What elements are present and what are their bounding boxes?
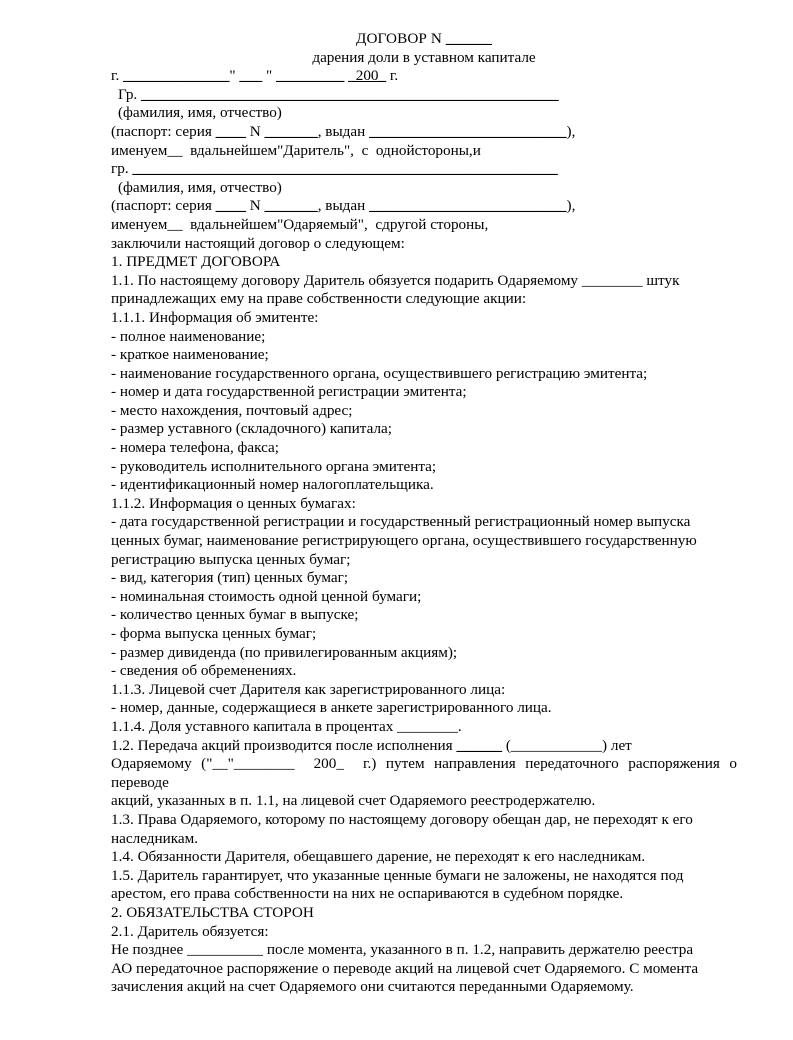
clause-2-1-line-3: зачисления акций на счет Одаряемого они считаются переданными Одаряемому. — [111, 978, 634, 996]
clause-1-1-3-heading: 1.1.3. Лицевой счет Дарителя как зарегистрированного лица: — [111, 680, 506, 698]
party2-passport-line — [111, 197, 737, 216]
place-date-line — [111, 67, 737, 86]
party1-passport-close: ), — [566, 122, 576, 140]
city-blank: ______________ — [123, 67, 230, 85]
party2-name-caption: (фамилия, имя, отчество) — [118, 178, 282, 196]
party1-name-caption: (фамилия, имя, отчество) — [118, 104, 282, 122]
year-blank: _200_ — [348, 67, 387, 85]
bullet-item: - количество ценных бумаг в выпуске; — [111, 606, 359, 624]
party1-designation: именуем__ вдальнейшем"Даритель", с однойстороны,и — [111, 141, 481, 159]
document-subtitle: дарения доли в уставном капитале — [312, 48, 536, 66]
party2-name-blank: ________________________________________________________ — [132, 160, 558, 178]
document-title — [111, 30, 737, 49]
section-2-heading: 2. ОБЯЗАТЕЛЬСТВА СТОРОН — [111, 903, 314, 921]
party1-passport-label: (паспорт: серия — [111, 122, 212, 140]
clause-1-2-blank: ______ — [456, 736, 503, 754]
bullet-item: - дата государственной регистрации и государственный регистрационный номер выпуска — [111, 513, 691, 531]
bullet-item: - место нахождения, почтовый адрес; — [111, 401, 353, 419]
party1-passport-series-blank: ____ — [215, 122, 246, 140]
party1-passport-number-blank: _______ — [264, 122, 318, 140]
party1-passport-issued-label: , выдан — [317, 122, 366, 140]
clause-2-1-line-1: Не позднее __________ после момента, указанного в п. 1.2, направить держателю реестра — [111, 941, 694, 959]
clause-2-1-heading: 2.1. Даритель обязуется: — [111, 922, 269, 940]
party1-passport-n: N — [249, 122, 261, 140]
document-title-text: ДОГОВОР N — [356, 30, 442, 47]
bullet-item: - номинальная стоимость одной ценной бумаги; — [111, 587, 422, 605]
document-body — [111, 30, 737, 997]
party1-name-line — [111, 86, 737, 105]
city-prefix: г. — [111, 67, 120, 85]
party2-citizen-prefix: гр. — [111, 160, 129, 178]
bullet-item: - руководитель исполнительного органа эмитента; — [111, 457, 437, 475]
document-title-blank: ______ — [445, 30, 492, 47]
clause-1-2-line-1 — [111, 737, 737, 756]
clause-2-1-line-2: АО передаточное распоряжение о переводе акций на лицевой счет Одаряемого. С момента — [111, 959, 699, 977]
bullet-item: - вид, категория (тип) ценных бумаг; — [111, 569, 349, 587]
clause-1-5-line-2: арестом, его права собственности на них не оспариваются в судебном порядке. — [111, 885, 624, 903]
clause-1-1: 1.1. По настоящему договору Даритель обязуется подарить Одаряемому ________ штук — [111, 271, 680, 289]
bullet-item: - номера телефона, факса; — [111, 439, 280, 457]
year-suffix: г. — [389, 67, 399, 85]
clause-1-4-line-1: 1.4. Обязанности Дарителя, обещавшего дарение, не переходят к его наследникам. — [111, 848, 646, 866]
party2-passport-number-blank: _______ — [264, 197, 318, 215]
quote-close: " — [266, 67, 273, 85]
bullet-item: - размер уставного (складочного) капитала; — [111, 420, 393, 438]
party2-designation: именуем__ вдальнейшем"Одаряемый", сдругой стороны, — [111, 215, 489, 233]
bullet-item: - краткое наименование; — [111, 346, 269, 364]
bullet-item-cont: регистрацию выпуска ценных бумаг; — [111, 550, 351, 568]
clause-1-5-line-1: 1.5. Даритель гарантирует, что указанные ценные бумаги не заложены, не находятся под — [111, 866, 684, 884]
party2-passport-issued-label: , выдан — [317, 197, 366, 215]
bullet-item: - размер дивиденда (по привилегированным акциям); — [111, 643, 458, 661]
clause-1-2-text-a: 1.2. Передача акций производится после исполнения — [111, 736, 453, 754]
section-1-heading: 1. ПРЕДМЕТ ДОГОВОРА — [111, 253, 281, 271]
party2-passport-n: N — [249, 197, 261, 215]
party2-passport-issued-blank: __________________________ — [369, 197, 567, 215]
party1-name-blank: _______________________________________________________ — [141, 85, 559, 103]
clause-1-1-1-heading: 1.1.1. Информация об эмитенте: — [111, 308, 319, 326]
clause-1-1-2-heading: 1.1.2. Информация о ценных бумагах: — [111, 494, 356, 512]
bullet-item: - сведения об обременениях. — [111, 662, 297, 680]
party2-passport-label: (паспорт: серия — [111, 197, 212, 215]
month-blank: _________ — [276, 67, 345, 85]
preamble-close: заключили настоящий договор о следующем: — [111, 234, 405, 252]
party2-name-line — [111, 160, 737, 179]
clause-1-2-line-2: Одаряемому ("__"________ 200_ г.) путем направления передаточного распоряжения о — [111, 755, 737, 773]
party1-passport-line — [111, 123, 737, 142]
bullet-item: - форма выпуска ценных бумаг; — [111, 625, 317, 642]
clause-1-3-line-2: наследникам. — [111, 829, 199, 847]
bullet-item: - номер, данные, содержащиеся в анкете зарегистрированного лица. — [111, 699, 552, 717]
quote-open: " — [229, 67, 236, 85]
clause-1-1-4: 1.1.4. Доля уставного капитала в процентах ________. — [111, 717, 462, 735]
party2-passport-series-blank: ____ — [215, 197, 246, 215]
bullet-item: - полное наименование; — [111, 327, 266, 345]
clause-1-3-line-1: 1.3. Права Одаряемого, которому по настоящему договору обещан дар, не переходят к его — [111, 810, 693, 828]
clause-1-1-cont: принадлежащих ему на праве собственности следующие акции: — [111, 290, 527, 308]
bullet-item: - идентификационный номер налогоплательщика. — [111, 476, 434, 494]
party2-passport-close: ), — [566, 197, 576, 215]
clause-1-2-line-4: акций, указанных в п. 1.1, на лицевой счет Одаряемого реестродержателю. — [111, 792, 596, 810]
day-blank: ___ — [239, 67, 263, 85]
bullet-item-cont: ценных бумаг, наименование регистрирующего органа, осуществившего государственную — [111, 532, 697, 550]
clause-1-2-text-b: (____________) лет — [505, 736, 632, 754]
clause-1-2-line-3: переводе — [111, 773, 169, 791]
bullet-item: - номер и дата государственной регистрации эмитента; — [111, 383, 467, 401]
party1-citizen-prefix: Гр. — [118, 85, 138, 103]
party1-passport-issued-blank: __________________________ — [369, 122, 567, 140]
bullet-item: - наименование государственного органа, осуществившего регистрацию эмитента; — [111, 364, 648, 382]
